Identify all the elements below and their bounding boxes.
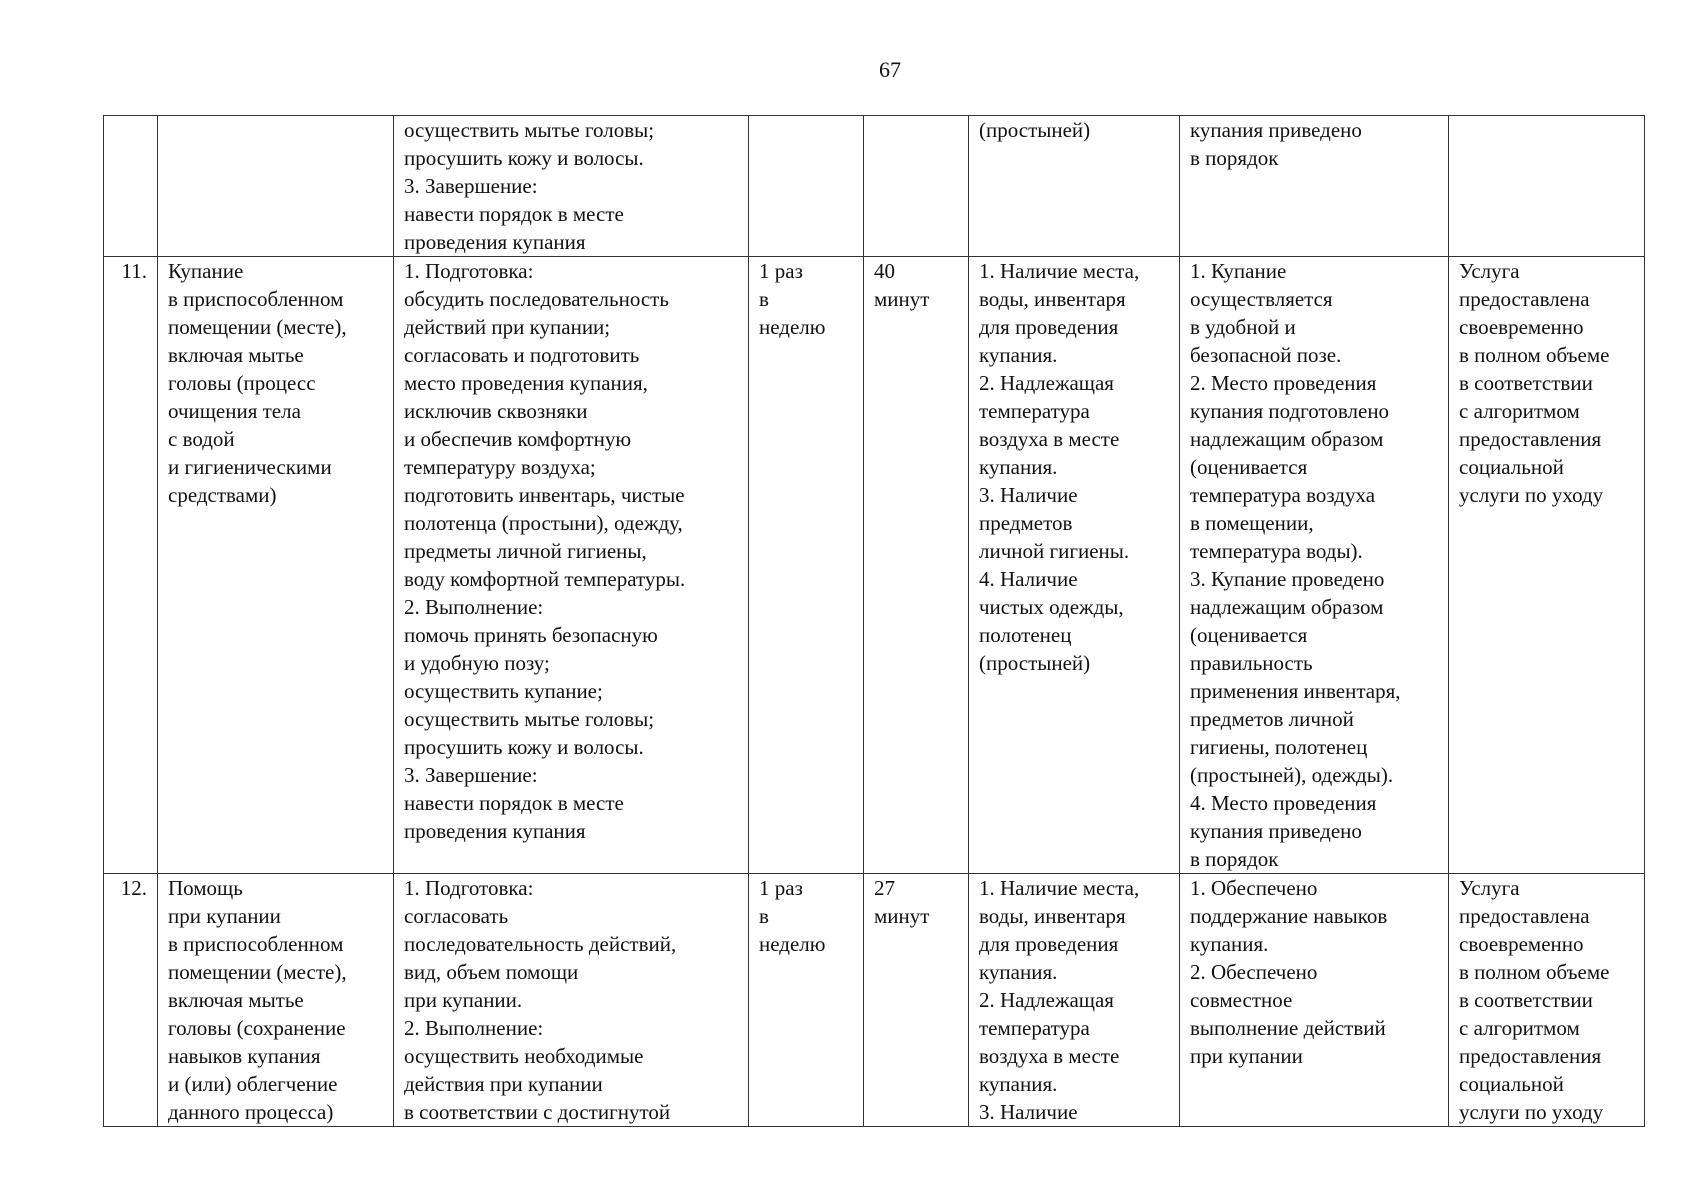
service-name-cell: Помощь при купании в приспособленном помещении (месте), включая мытье головы (сохранение навыков купания и (или) облегчение данного процесса) [158, 874, 394, 1127]
duration-cell: 27 минут [864, 874, 969, 1127]
table-row [104, 257, 1645, 874]
evaluation-cell: Услуга предоставлена своевременно в полном объеме в соответствии с алгоритмом предоставления социальной услуги по уходу [1449, 257, 1645, 874]
results-cell: 1. Купание осуществляется в удобной и безопасной позе. 2. Место проведения купания подготовлено надлежащим образом (оценивается температура воздуха в помещении, температура воды). 3. Купание проведено надлежащим образом (оценивается правильность применения инвентаря, предметов личной гигиены, полотенец (простыней), одежды). 4. Место проведения купания приведено в порядок [1180, 257, 1449, 874]
frequency-cell [749, 116, 864, 257]
evaluation-cell [1449, 116, 1645, 257]
frequency-cell: 1 раз в неделю [749, 257, 864, 874]
page-number: 67 [879, 57, 901, 82]
conditions-cell: 1. Наличие места, воды, инвентаря для проведения купания. 2. Надлежащая температура воздуха в месте купания. 3. Наличие [969, 874, 1180, 1127]
conditions-cell: 1. Наличие места, воды, инвентаря для проведения купания. 2. Надлежащая температура воздуха в месте купания. 3. Наличие предметов личной гигиены. 4. Наличие чистых одежды, полотенец (простыней) [969, 257, 1180, 874]
service-name-cell: Купание в приспособленном помещении (месте), включая мытье головы (процесс очищения тела с водой и гигиеническими средствами) [158, 257, 394, 874]
results-cell: 1. Обеспечено поддержание навыков купания. 2. Обеспечено совместное выполнение действий при купании [1180, 874, 1449, 1127]
duration-cell: 40 минут [864, 257, 969, 874]
table-row [104, 874, 1645, 1127]
table-row [104, 116, 1645, 257]
service-content-cell: 1. Подготовка: согласовать последовательность действий, вид, объем помощи при купании. 2. Выполнение: осуществить необходимые действия при купании в соответствии с достигнутой [394, 874, 749, 1127]
service-name-cell [158, 116, 394, 257]
services-table [103, 115, 1645, 1127]
results-cell: купания приведено в порядок [1180, 116, 1449, 257]
service-content-cell: 1. Подготовка: обсудить последовательность действий при купании; согласовать и подготовить место проведения купания, исключив сквозняки и обеспечив комфортную температуру воздуха; подготовить инвентарь, чистые полотенца (простыни), одежду, предметы личной гигиены, воду комфортной температуры. 2. Выполнение: помочь принять безопасную и удобную позу; осуществить купание; осуществить мытье головы; просушить кожу и волосы. 3. Завершение: навести порядок в месте проведения купания [394, 257, 749, 874]
row-number [104, 116, 158, 257]
service-content-cell: осуществить мытье головы; просушить кожу и волосы. 3. Завершение: навести порядок в месте проведения купания [394, 116, 749, 257]
evaluation-cell: Услуга предоставлена своевременно в полном объеме в соответствии с алгоритмом предоставления социальной услуги по уходу [1449, 874, 1645, 1127]
row-number: 12. [104, 874, 158, 1127]
frequency-cell: 1 раз в неделю [749, 874, 864, 1127]
conditions-cell: (простыней) [969, 116, 1180, 257]
row-number: 11. [104, 257, 158, 874]
duration-cell [864, 116, 969, 257]
